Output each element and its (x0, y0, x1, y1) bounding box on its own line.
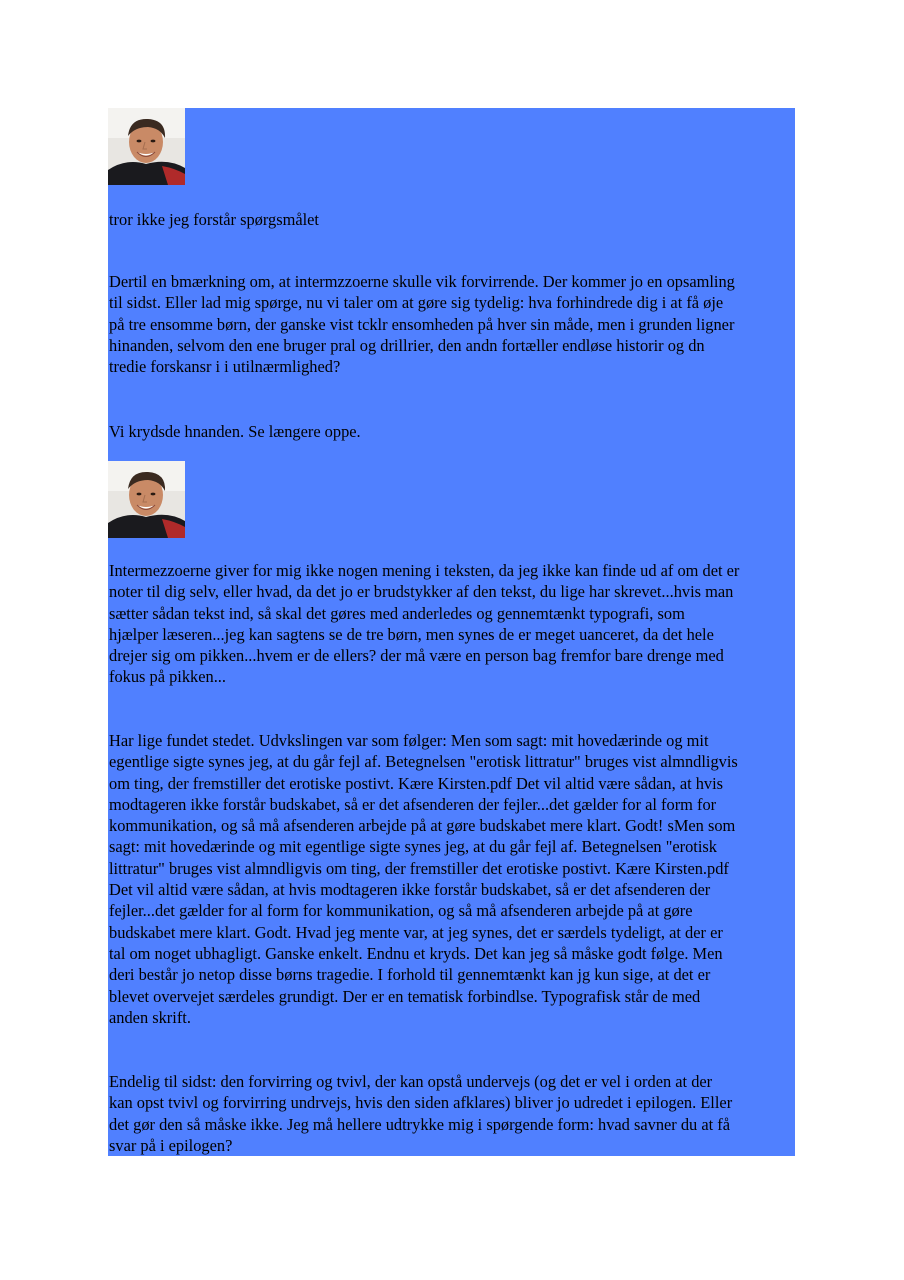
comment-paragraph-5: Har lige fundet stedet. Udvkslingen var som følger: Men som sagt: mit hovedærinde og mit egentlige sigte synes jeg, at du går fejl af. Betegnelsen "erotisk littratur" bruges vist almndligvis om ting, der fremstiller det erotiske postivt. Kære Kirsten.pdf Det vil altid være sådan, at hvis modtageren ikke forstår budskabet, så er det afsenderen der fejler...det gælder for al form for kommunikation, og så må afsenderen arbejde på at gøre budskabet mere klart. Godt! sMen som sagt: mit hovedærinde og mit egentlige sigte synes jeg, at du går fejl af. Betegnelsen "erotisk littratur" bruges vist almndligvis om ting, der fremstiller det erotiske postivt. Kære Kirsten.pdf Det vil altid være sådan, at hvis modtageren ikke forstår budskabet, så er det afsenderen der fejler...det gælder for al form for kommunikation, og så må afsenderen arbejde på at gøre budskabet mere klart. Godt. Hvad jeg mente var, at jeg synes, det er særdels tydeligt, at der er tal om noget ubhagligt. Ganske enkelt. Endnu et kryds. Det kan jeg så måske godt følge. Men deri består jo netop disse børns tragedie. I forhold til gennemtænkt kan jg kun sige, at det er blevet overvejet særdeles grundigt. Der er en tematisk forbindlse. Typografisk står de med anden skrift. (109, 731, 738, 1027)
user-photo-icon (108, 108, 185, 185)
comment-thread-panel (108, 108, 795, 1156)
user-photo-icon (108, 461, 185, 538)
avatar[interactable] (108, 108, 185, 185)
comment-paragraph-2: Dertil en bmærkning om, at intermzzoerne skulle vik forvirrende. Der kommer jo en opsamling til sidst. Eller lad mig spørge, nu vi taler om at gøre sig tydelig: hva forhindrede dig i at få øje på tre ensomme børn, der ganske vist tcklr ensomheden på hver sin måde, men i grunden ligner hinanden, selvom den ene bruger pral og drillrier, den andn fortæller endløse historir og dn tredie forskansr i i utilnærmlighed? (109, 272, 735, 377)
comment-paragraph-6: Endelig til sidst: den forvirring og tvivl, der kan opstå undervejs (og det er vel i orden at der kan opst tvivl og forvirring undrvejs, hvis den siden afklares) bliver jo udredet i epilogen. Eller det gør den så måske ikke. Jeg må hellere udtrykke mig i spørgende form: hvad savner du at få svar på i epilogen? (109, 1072, 733, 1155)
comment-paragraph-3: Vi krydsde hnanden. Se længere oppe. (109, 422, 361, 441)
comment-paragraph-4: Intermezzoerne giver for mig ikke nogen mening i teksten, da jeg ikke kan finde ud af om det er noter til dig selv, eller hvad, da det jo er brudstykker af den tekst, du lige har skrevet...hvis man sætter sådan tekst ind, så skal det gøres med anderledes og gennemtænkt typografi, som hjælper læseren...jeg kan sagtens se de tre børn, men synes de er meget uanceret, da det hele drejer sig om pikken...hvem er de ellers? der må være en person bag fremfor bare drenge med fokus på pikken... (109, 561, 740, 687)
comment-paragraph-1: tror ikke jeg forstår spørgsmålet (109, 210, 319, 229)
avatar[interactable] (108, 461, 185, 538)
